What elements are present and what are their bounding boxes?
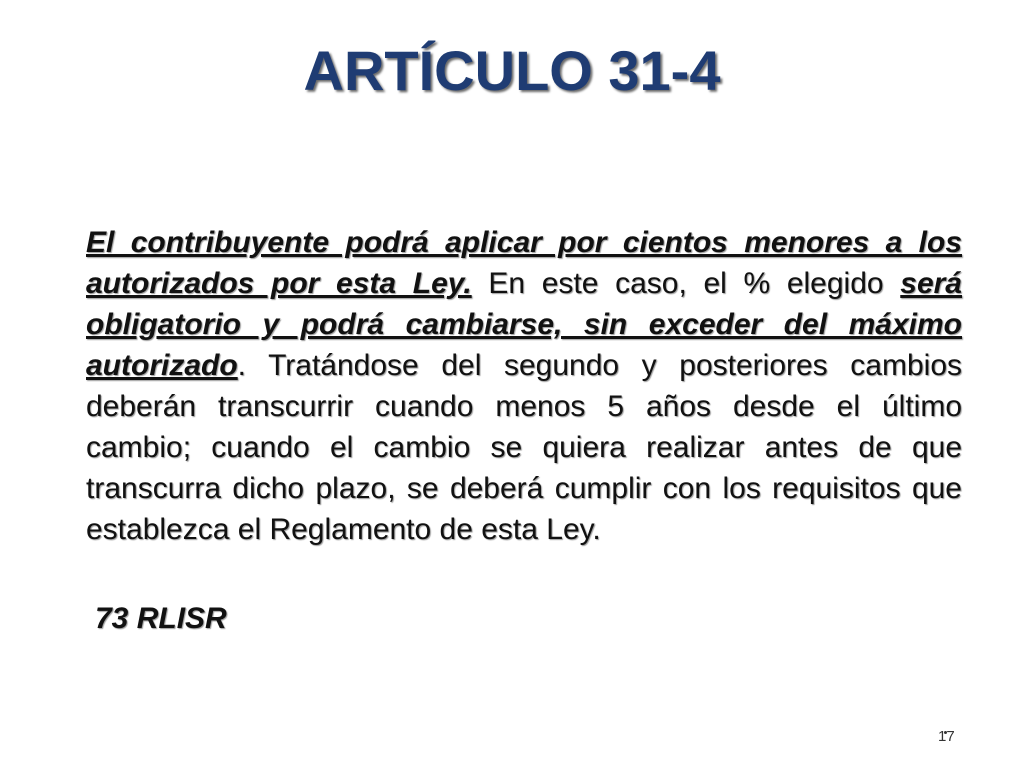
paragraph-text-2: . Tratándose del segundo y posteriores cambios deberán transcurrir cuando menos 5 años desde el último cambio; cuando el cambio se quiera realizar antes de que transcurra dicho plazo, se deberá cumplir con los requisitos que establezca el Reglamento de esta Ley. <box>86 349 962 546</box>
emphasis-permission: El contribuyente podrá aplicar por cientos menores a los autorizados por esta Ley. <box>86 226 962 300</box>
slide-title: ARTÍCULO 31-4 <box>303 39 721 102</box>
article-paragraph <box>86 222 962 550</box>
paragraph-text-1: En este caso, el % elegido <box>471 267 901 300</box>
emphasis-obligation: será obligatorio y podrá cambiarse, sin exceder del máximo autorizado <box>86 267 962 382</box>
legal-reference: 73 RLISR <box>95 602 227 635</box>
page-number: 17 <box>938 728 955 745</box>
